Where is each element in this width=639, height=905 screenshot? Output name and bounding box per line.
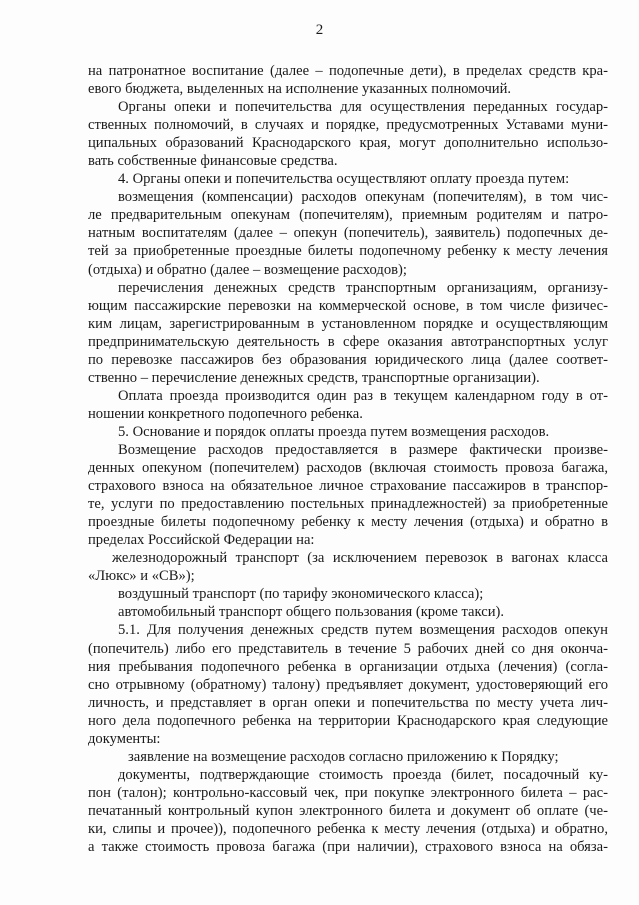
text-line: предпринимательскую деятельность в сфере оказания автотранспортных услуг — [88, 333, 608, 350]
text-line: тей за приобретенные проездные билеты подопечному ребенку к месту лечения — [88, 243, 608, 260]
text-line: ного дела подопечного ребенка на территории Краснодарского края следующие — [88, 712, 608, 729]
text-line: 5. Основание и порядок оплаты проезда путем возмещения расходов. — [118, 423, 550, 440]
text-line: ния пребывания подопечного ребенка в организации отдыха (лечения) (согла- — [88, 658, 608, 675]
text-line: ким лицам, зарегистрированным в установленном порядке и осуществляющим — [88, 315, 608, 332]
text-line: документы, подтверждающие стоимость проезда (билет, посадочный ку- — [118, 766, 608, 783]
text-line: на патронатное воспитание (далее – подопечные дети), в пределах средств кра- — [88, 63, 608, 79]
text-line: денных опекуном (попечителем) расходов (включая стоимость провоза багажа, — [88, 460, 608, 477]
text-line: 4. Органы опеки и попечительства осуществляют оплату проезда путем: — [118, 171, 570, 188]
text-line: ющим пассажирские перевозки на коммерческой основе, в том числе физичес- — [88, 297, 608, 314]
text-line: железнодорожный транспорт (за исключением перевозок в вагонах класса — [112, 550, 608, 567]
text-line: автомобильный транспорт общего пользования (кроме такси). — [118, 604, 505, 621]
text-line: по перевозке пассажиров без образования юридического лица (далее соответ- — [88, 351, 608, 368]
text-line: натным воспитателям (далее – опекун (попечитель), заявитель) подопечных де- — [88, 225, 608, 242]
text-line: «Люкс» и «СВ»); — [88, 568, 195, 585]
text-line: те, услуги по предоставлению постельных принадлежностей) за приобретенные — [88, 496, 608, 513]
text-line: личность, и представляет в орган опеки и попечительства по месту учета лич- — [88, 694, 608, 711]
text-line: ственных полномочий, в случаях и порядке, предусмотренных Уставами муни- — [88, 117, 608, 134]
text-line: ственно – перечисление денежных средств, транспортные организации). — [88, 369, 540, 386]
text-line: вать собственные финансовые средства. — [88, 153, 338, 170]
text-line: Органы опеки и попечительства для осуществления переданных государ- — [118, 99, 608, 116]
text-line: печатанный контрольный купон электронного билета и документ об оплате (че- — [88, 802, 608, 819]
text-line: документы: — [88, 730, 161, 747]
text-line: страхового взноса на обязательное личное страхование пассажиров в транспор- — [88, 478, 608, 495]
text-line: сно отрывному (обратному) талону) предъявляет документ, удостоверяющий его — [88, 676, 608, 693]
text-line: Оплата проезда производится один раз в текущем календарном году в от- — [118, 387, 608, 404]
document-body — [88, 62, 608, 856]
text-line: ле предварительным опекунам (попечителям), приемным родителям и патро- — [88, 207, 608, 224]
text-line: перечисления денежных средств транспортным организациям, организу- — [118, 279, 608, 296]
text-line: заявление на возмещение расходов согласно приложению к Порядку; — [128, 748, 559, 765]
text-line: воздушный транспорт (по тарифу экономического класса); — [118, 586, 484, 603]
text-line: (отдыха) и обратно (далее – возмещение расходов); — [88, 261, 407, 278]
text-line: ки, слипы и прочее)), подопечного ребенка к месту лечения (отдыха) и обратно, — [88, 820, 608, 837]
text-line: 5.1. Для получения денежных средств путем возмещения расходов опекун — [118, 622, 608, 639]
text-line: пределах Российской Федерации на: — [88, 532, 315, 549]
text-line: пон (талон); контрольно-кассовый чек, при покупке электронного билета – рас- — [88, 784, 608, 801]
text-line: а также стоимость провоза багажа (при наличии), страхового взноса на обяза- — [88, 839, 608, 856]
text-line: (попечитель) либо его представитель в течение 5 рабочих дней со дня оконча- — [88, 640, 608, 657]
text-line: ношении конкретного подопечного ребенка. — [88, 405, 363, 422]
page-number: 2 — [315, 22, 324, 38]
text-line: евого бюджета, выделенных на исполнение указанных полномочий. — [88, 81, 512, 98]
text-line: проездные билеты подопечному ребенку к месту лечения (отдыха) и обратно в — [88, 514, 608, 531]
text-line: возмещения (компенсации) расходов опекунам (попечителям), в том чис- — [118, 189, 608, 206]
text-line: ципальных образований Краснодарского края, могут дополнительно использо- — [88, 135, 608, 152]
text-line: Возмещение расходов предоставляется в размере фактически произве- — [118, 441, 608, 458]
